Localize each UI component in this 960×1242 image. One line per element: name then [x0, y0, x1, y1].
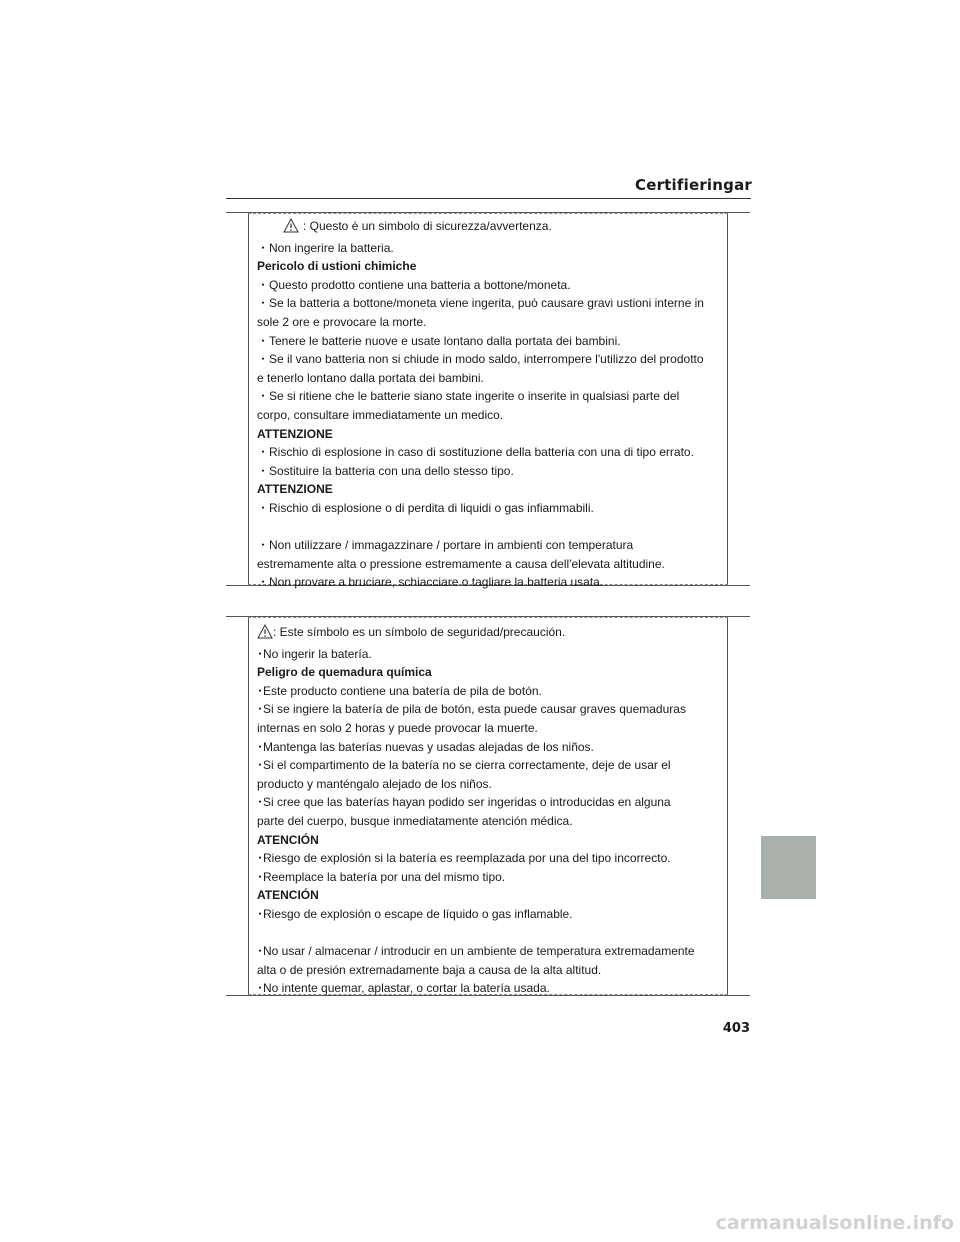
warning-triangle-icon [257, 624, 273, 645]
italian-warning-box [226, 212, 750, 590]
paragraph: ・Rischio di esplosione in caso di sostituzione della batteria con una di tipo errato. [257, 445, 694, 460]
paragraph: ･No intente quemar, aplastar, o cortar la batería usada. [257, 981, 550, 996]
paragraph: ・Rischio di esplosione o di perdita di liquidi o gas infiammabili. [257, 500, 594, 515]
heading: Peligro de quemadura química [257, 665, 432, 680]
paragraph: internas en solo 2 horas y puede provocar la muerte. [257, 720, 538, 735]
paragraph: ・Se il vano batteria non si chiude in modo saldo, interrompere l'utilizzo del prodotto [257, 352, 704, 367]
spanish-warning-box [226, 616, 750, 996]
warning-triangle-icon [283, 218, 299, 239]
paragraph: ･Reemplace la batería por una del mismo tipo. [257, 869, 506, 884]
paragraph: ･Si cree que las baterías hayan podido ser ingeridas o introducidas en alguna [257, 795, 671, 810]
paragraph: : Este símbolo es un símbolo de seguridad/precaución. [273, 625, 566, 639]
paragraph: ・Questo prodotto contiene una batteria a bottone/moneta. [257, 277, 571, 292]
blank-line [257, 924, 719, 943]
paragraph: ・Sostituire la batteria con una dello stesso tipo. [257, 463, 514, 478]
heading: ATENCIÓN [257, 832, 319, 847]
heading: ATTENZIONE [257, 426, 333, 441]
paragraph: ・Non ingerire la batteria. [257, 240, 394, 255]
paragraph: alta o de presión extremadamente baja a causa de la alta altitud. [257, 962, 602, 977]
paragraph: ･No ingerir la batería. [257, 646, 372, 661]
header-rule [226, 198, 751, 199]
paragraph: ・Se la batteria a bottone/moneta viene ingerita, può causare gravi ustioni interne in [257, 296, 704, 311]
page-number: 403 [722, 1021, 750, 1036]
paragraph: estremamente alta o pressione estremamente a causa dell'elevata altitudine. [257, 556, 665, 571]
heading: ATTENZIONE [257, 482, 333, 497]
chapter-side-tab [761, 836, 816, 899]
warning-symbol-line [257, 217, 719, 239]
italian-text [257, 217, 719, 592]
paragraph: ･No usar / almacenar / introducir en un ambiente de temperatura extremadamente [257, 944, 695, 959]
heading: ATENCIÓN [257, 888, 319, 903]
warning-symbol-line [257, 623, 719, 645]
paragraph: ･Si se ingiere la batería de pila de botón, esta puede causar graves quemaduras [257, 702, 686, 717]
heading: Pericolo di ustioni chimiche [257, 259, 417, 274]
paragraph: sole 2 ore e provocare la morte. [257, 314, 427, 329]
paragraph: corpo, consultare immediatamente un medico. [257, 407, 504, 422]
paragraph: parte del cuerpo, busque inmediatamente atención médica. [257, 813, 573, 828]
paragraph: e tenerlo lontano dalla portata dei bambini. [257, 370, 484, 385]
paragraph: ･Riesgo de explosión si la batería es reemplazada por una del tipo incorrecto. [257, 851, 671, 866]
paragraph: ・Tenere le batterie nuove e usate lontano dalla portata dei bambini. [257, 333, 621, 348]
paragraph: ・Se si ritiene che le batterie siano state ingerite o inserite in qualsiasi parte del [257, 389, 680, 404]
paragraph: ・Non utilizzare / immagazzinare / portare in ambienti con temperatura [257, 538, 634, 553]
watermark: carmanualsonline.info [715, 1212, 954, 1234]
paragraph: ・Non provare a bruciare, schiacciare o tagliare la batteria usata. [257, 575, 604, 590]
spanish-text [257, 623, 719, 998]
paragraph: ･Este producto contiene una batería de pila de botón. [257, 683, 542, 698]
paragraph: : Questo è un simbolo di sicurezza/avvertenza. [303, 219, 552, 233]
paragraph: ･Mantenga las baterías nuevas y usadas alejadas de los niños. [257, 739, 594, 754]
paragraph: producto y manténgalo alejado de los niños. [257, 776, 492, 791]
section-title: Certifieringar [634, 176, 752, 194]
paragraph: ･Si el compartimento de la batería no se cierra correctamente, deje de usar el [257, 758, 671, 773]
paragraph: ･Riesgo de explosión o escape de líquido o gas inflamable. [257, 906, 573, 921]
blank-line [257, 518, 719, 537]
